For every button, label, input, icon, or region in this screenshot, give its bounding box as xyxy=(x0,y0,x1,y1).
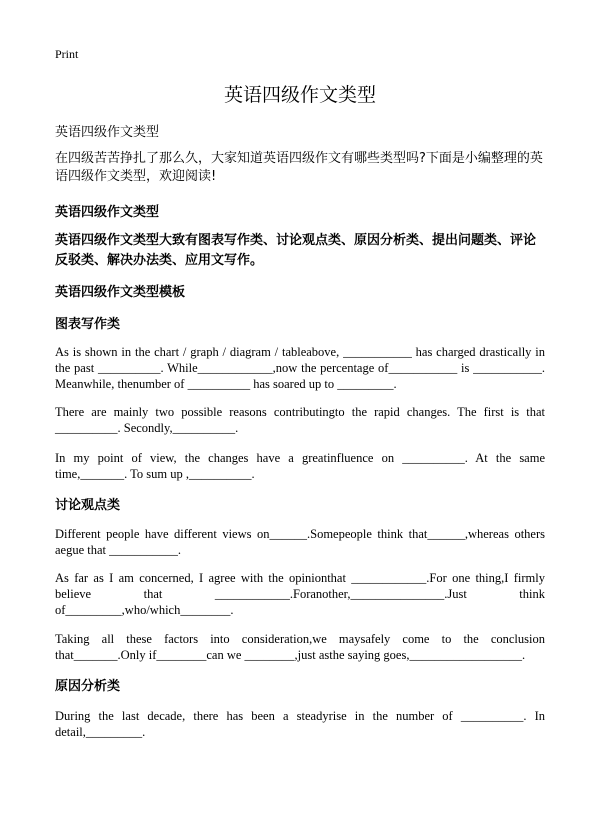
intro-paragraph: 在四级苦苦挣扎了那么久，大家知道英语四级作文有哪些类型吗?下面是小编整理的英语四级作文类型，欢迎阅读! xyxy=(55,151,543,184)
templates-heading: 英语四级作文类型模板 xyxy=(55,285,186,300)
opinion-paragraph-1: Different people have different views on______.Somepeople think that______,whereas others aegue that ___________. xyxy=(55,527,545,557)
chart-paragraph-1: As is shown in the chart / graph / diagram / tableabove, ___________ has charged drastically in the past __________. While____________,now the percentage of___________ is ___________. Meanwhile, thenumber of __________ has soared up to _________. xyxy=(55,345,545,391)
chart-paragraph-2: There are mainly two possible reasons contributingto the rapid changes. The first is that __________. Secondly,__________. xyxy=(55,405,545,435)
section-heading-types: 英语四级作文类型 xyxy=(55,205,160,220)
opinion-paragraph-2: As far as I am concerned, I agree with the opinionthat ____________.For one thing,I firmly believe that ____________.Foranother,_______________.Just think of_________,who/which________. xyxy=(55,571,545,617)
cause-paragraph-1: During the last decade, there has been a steadyrise in the number of __________. In detail,_________. xyxy=(55,709,545,739)
section-heading-opinion: 讨论观点类 xyxy=(55,498,121,513)
chart-paragraph-3: In my point of view, the changes have a greatinfluence on __________. At the same time,_______. To sum up ,__________. xyxy=(55,451,545,481)
section-heading-cause: 原因分析类 xyxy=(55,679,121,694)
types-summary: 英语四级作文类型大致有图表写作类、讨论观点类、原因分析类、提出问题类、评论反驳类、解决办法类、应用文写作。 xyxy=(55,233,537,268)
page-subtitle: 英语四级作文类型 xyxy=(55,125,160,140)
print-label[interactable]: Print xyxy=(55,47,79,61)
section-heading-chart: 图表写作类 xyxy=(55,317,121,332)
opinion-paragraph-3: Taking all these factors into consideration,we maysafely come to the conclusion that_______.Only if________can we ________,just asthe saying goes,__________________. xyxy=(55,632,545,662)
page-title: 英语四级作文类型 xyxy=(223,84,376,106)
